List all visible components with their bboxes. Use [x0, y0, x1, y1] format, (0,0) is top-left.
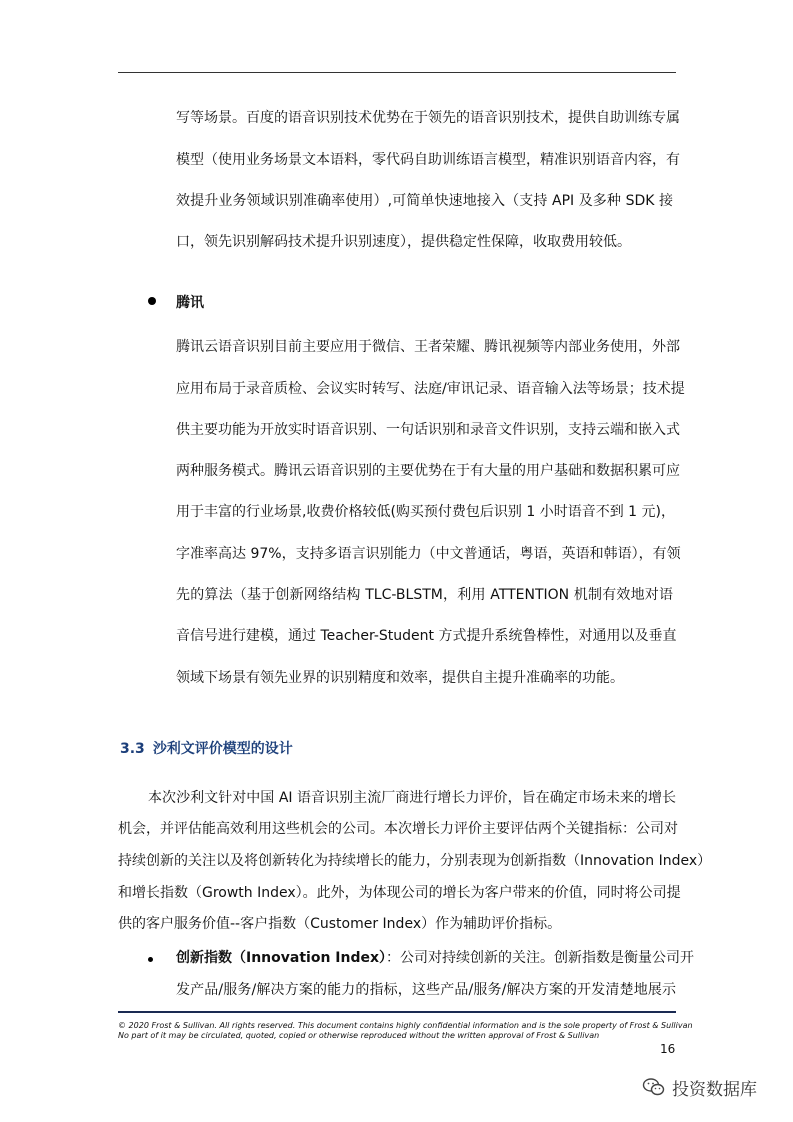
text-line: 两种服务模式。腾讯云语音识别的主要优势在于有大量的用户基础和数据积累可应 — [176, 463, 680, 479]
text-line: 写等场景。百度的语音识别技术优势在于领先的语音识别技术，提供自助训练专属 — [176, 110, 680, 126]
text-line: 应用布局于录音质检、会议实时转写、法庭/审讯记录、语音输入法等场景；技术提 — [176, 381, 685, 397]
text-line: 机会，并评估能高效利用这些机会的公司。本次增长力评价主要评估两个关键指标：公司对 — [118, 821, 678, 837]
text-line: 腾讯云语音识别目前主要应用于微信、王者荣耀、腾讯视频等内部业务使用，外部 — [176, 339, 680, 355]
text-line: 先的算法（基于创新网络结构 TLC-BLSTM，利用 ATTENTION 机制有效地对语 — [176, 587, 673, 603]
text-line: 口，领先识别解码技术提升识别速度），提供稳定性保障，收取费用较低。 — [176, 234, 631, 250]
text-line: 用于丰富的行业场景,收费价格较低(购买预付费包后识别 1 小时语音不到 1 元)， — [176, 504, 675, 520]
text-line: 效提升业务领域识别准确率使用）,可简单快速地接入（支持 API 及多种 SDK 接 — [176, 193, 673, 209]
page-number: 16 — [660, 1042, 676, 1056]
section-title: 沙利文评价模型的设计 — [152, 741, 293, 757]
header-rule — [118, 72, 676, 73]
text-line: 发产品/服务/解决方案的能力的指标，这些产品/服务/解决方案的开发清楚地展示 — [176, 982, 676, 998]
tencent-heading: 腾讯 — [176, 295, 204, 311]
text-line: 供主要功能为开放实时语音识别、一句话识别和录音文件识别，支持云端和嵌入式 — [176, 422, 680, 438]
text-line: 本次沙利文针对中国 AI 语音识别主流厂商进行增长力评价，旨在确定市场未来的增长 — [148, 790, 676, 806]
watermark — [642, 1074, 757, 1100]
watermark-text: 投资数据库 — [672, 1079, 757, 1100]
wechat-icon — [642, 1075, 666, 1099]
bullet-icon — [148, 297, 156, 305]
text-line: 字准率高达 97%，支持多语言识别能力（中文普通话，粤语，英语和韩语），有领 — [176, 546, 681, 562]
innovation-bullet: 创新指数（Innovation Index）：公司对持续创新的关注。创新指数是衡量公司开 — [176, 950, 695, 966]
footer-rule — [118, 1011, 676, 1013]
innovation-index-label: 创新指数（Innovation Index） — [176, 950, 387, 966]
text-line: 和增长指数（Growth Index）。此外，为体现公司的增长为客户带来的价值，同时将公司提 — [118, 885, 681, 901]
text-line: 持续创新的关注以及将创新转化为持续增长的能力，分别表现为创新指数（Innovation Index） — [118, 853, 712, 869]
text-line: 供的客户服务价值--客户指数（Customer Index）作为辅助评价指标。 — [118, 916, 562, 932]
bullet-icon — [148, 957, 153, 962]
text-line: 模型（使用业务场景文本语料，零代码自助训练语言模型，精准识别语音内容，有 — [176, 152, 680, 168]
copyright-notice: © 2020 Frost & Sullivan. All rights reserved. This document contains highly confidential information and is the sole property of Frost & Sullivan No part of it may be circulated, quoted, copied or otherwise reproduced without the written approval of Frost & Sullivan — [118, 1021, 693, 1040]
text-line: 领域下场景有领先业界的识别精度和效率，提供自主提升准确率的功能。 — [176, 670, 624, 686]
text-line: 音信号进行建模，通过 Teacher-Student 方式提升系统鲁棒性，对通用以及垂直 — [176, 628, 677, 644]
section-heading — [120, 739, 293, 759]
section-number: 3.3 — [120, 741, 145, 757]
